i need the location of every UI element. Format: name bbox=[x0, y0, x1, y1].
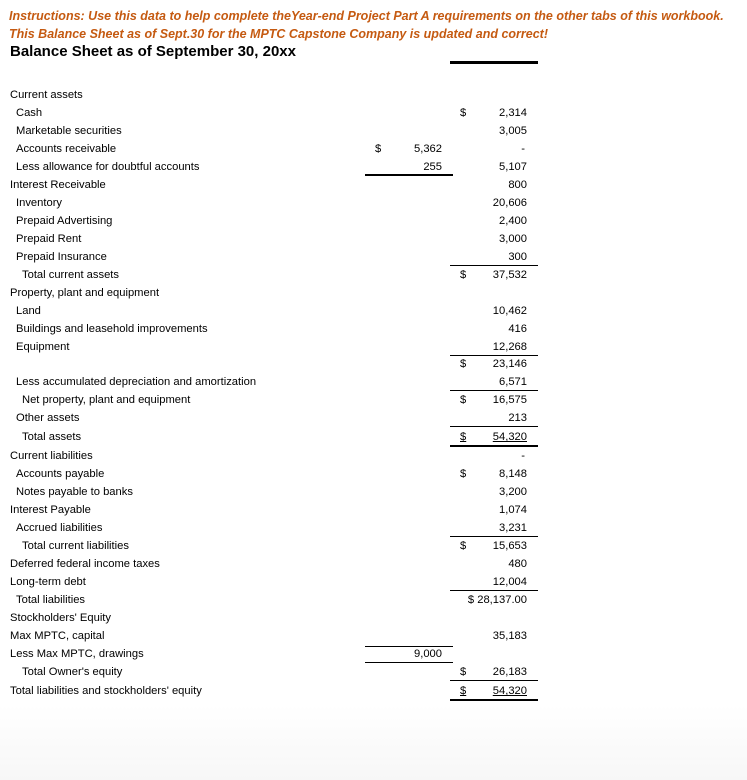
value-capital: 35,183 bbox=[492, 630, 527, 642]
label-cash: Cash bbox=[16, 107, 43, 119]
value-drawings: 9,000 bbox=[414, 648, 442, 660]
rule bbox=[450, 426, 538, 427]
label-drawings: Less Max MPTC, drawings bbox=[10, 648, 144, 660]
label-prepaid-rent: Prepaid Rent bbox=[16, 233, 82, 245]
value-ppe-subtotal: 23,146 bbox=[492, 358, 527, 370]
label-total-current-liabilities: Total current liabilities bbox=[22, 540, 129, 552]
rule bbox=[450, 390, 538, 391]
label-capital: Max MPTC, capital bbox=[10, 630, 105, 642]
value-buildings: 416 bbox=[508, 323, 527, 335]
value-total-liabilities: $ 28,137.00 bbox=[467, 594, 527, 606]
value-ar: - bbox=[521, 143, 525, 155]
rule bbox=[450, 265, 538, 266]
rule bbox=[365, 174, 453, 176]
label-total-liabilities-and-equity: Total liabilities and stockholders' equity bbox=[10, 685, 202, 697]
rule bbox=[450, 680, 538, 681]
rule bbox=[365, 646, 453, 647]
value-deferred-taxes: 480 bbox=[508, 558, 527, 570]
label-current-assets: Current assets bbox=[10, 89, 83, 101]
rule bbox=[365, 662, 453, 663]
value-notes-payable: 3,200 bbox=[499, 486, 527, 498]
value-prepaid-rent: 3,000 bbox=[499, 233, 527, 245]
value-cash: 2,314 bbox=[499, 107, 527, 119]
value-interest-payable: 1,074 bbox=[499, 504, 527, 516]
dollar-sign: $ bbox=[460, 431, 467, 443]
rule bbox=[450, 536, 538, 537]
value-interest-receivable: 800 bbox=[508, 179, 527, 191]
value-current-liabilities: - bbox=[521, 450, 525, 462]
value-total-current-liabilities: 15,653 bbox=[492, 540, 527, 552]
label-notes-payable: Notes payable to banks bbox=[16, 486, 133, 498]
label-interest-receivable: Interest Receivable bbox=[10, 179, 106, 191]
dollar-sign: $ bbox=[460, 540, 467, 552]
value-land: 10,462 bbox=[492, 305, 527, 317]
instructions-line-2: This Balance Sheet as of Sept.30 for the MPTC Capstone Company is updated and correct! bbox=[9, 27, 548, 41]
label-total-current-assets: Total current assets bbox=[22, 269, 119, 281]
value-allowance-amount: 255 bbox=[423, 161, 442, 173]
value-prepaid-insurance: 300 bbox=[508, 251, 527, 263]
sheet-title: Balance Sheet as of September 30, 20xx bbox=[10, 43, 296, 60]
rule bbox=[450, 355, 538, 356]
instructions-line-1: Instructions: Use this data to help complete theYear-end Project Part A requirements on the other tabs of this workbook. bbox=[9, 9, 724, 23]
dollar-sign: $ bbox=[460, 269, 467, 281]
value-accumulated-depreciation: 6,571 bbox=[499, 376, 527, 388]
label-allowance: Less allowance for doubtful accounts bbox=[16, 161, 200, 173]
dollar-sign: $ bbox=[460, 107, 467, 119]
label-prepaid-insurance: Prepaid Insurance bbox=[16, 251, 107, 263]
dollar-sign: $ bbox=[460, 358, 467, 370]
value-long-term-debt: 12,004 bbox=[492, 576, 527, 588]
label-total-liabilities: Total liabilities bbox=[16, 594, 86, 606]
double-rule bbox=[450, 699, 538, 701]
label-other-assets: Other assets bbox=[16, 412, 80, 424]
value-prepaid-advertising: 2,400 bbox=[499, 215, 527, 227]
label-long-term-debt: Long-term debt bbox=[10, 576, 86, 588]
value-inventory: 20,606 bbox=[492, 197, 527, 209]
blank-area bbox=[0, 705, 747, 780]
value-ar-gross: 5,362 bbox=[414, 143, 442, 155]
label-ppe: Property, plant and equipment bbox=[10, 287, 160, 299]
dollar-sign: $ bbox=[460, 468, 467, 480]
value-total-assets: 54,320 bbox=[492, 431, 527, 443]
value-net-ppe: 16,575 bbox=[492, 394, 527, 406]
value-total-owners-equity: 26,183 bbox=[492, 666, 527, 678]
label-accrued-liabilities: Accrued liabilities bbox=[16, 522, 103, 534]
value-total-current-assets: 37,532 bbox=[492, 269, 527, 281]
dollar-sign: $ bbox=[460, 394, 467, 406]
value-accounts-payable: 8,148 bbox=[499, 468, 527, 480]
label-equipment: Equipment bbox=[16, 341, 70, 353]
label-accounts-payable: Accounts payable bbox=[16, 468, 105, 480]
label-land: Land bbox=[16, 305, 41, 317]
label-prepaid-advertising: Prepaid Advertising bbox=[16, 215, 113, 227]
dollar-sign: $ bbox=[375, 143, 382, 155]
dollar-sign: $ bbox=[460, 685, 467, 697]
value-equipment: 12,268 bbox=[492, 341, 527, 353]
label-net-ppe: Net property, plant and equipment bbox=[22, 394, 191, 406]
label-buildings: Buildings and leasehold improvements bbox=[16, 323, 208, 335]
header-rule bbox=[450, 61, 538, 64]
value-other-assets: 213 bbox=[508, 412, 527, 424]
rule bbox=[450, 590, 538, 591]
value-total-liabilities-and-equity: 54,320 bbox=[492, 685, 527, 697]
label-accumulated-depreciation: Less accumulated depreciation and amortization bbox=[16, 376, 257, 388]
label-accounts-receivable: Accounts receivable bbox=[16, 143, 117, 155]
value-accrued-liabilities: 3,231 bbox=[499, 522, 527, 534]
double-rule bbox=[450, 445, 538, 447]
label-inventory: Inventory bbox=[16, 197, 63, 209]
value-marketable-securities: 3,005 bbox=[499, 125, 527, 137]
label-interest-payable: Interest Payable bbox=[10, 504, 91, 516]
value-allowance-net: 5,107 bbox=[499, 161, 527, 173]
label-deferred-taxes: Deferred federal income taxes bbox=[10, 558, 160, 570]
label-total-assets: Total assets bbox=[22, 431, 82, 443]
label-marketable-securities: Marketable securities bbox=[16, 125, 122, 137]
label-current-liabilities: Current liabilities bbox=[10, 450, 93, 462]
label-total-owners-equity: Total Owner's equity bbox=[22, 666, 123, 678]
label-stockholders-equity: Stockholders' Equity bbox=[10, 612, 112, 624]
dollar-sign: $ bbox=[460, 666, 467, 678]
